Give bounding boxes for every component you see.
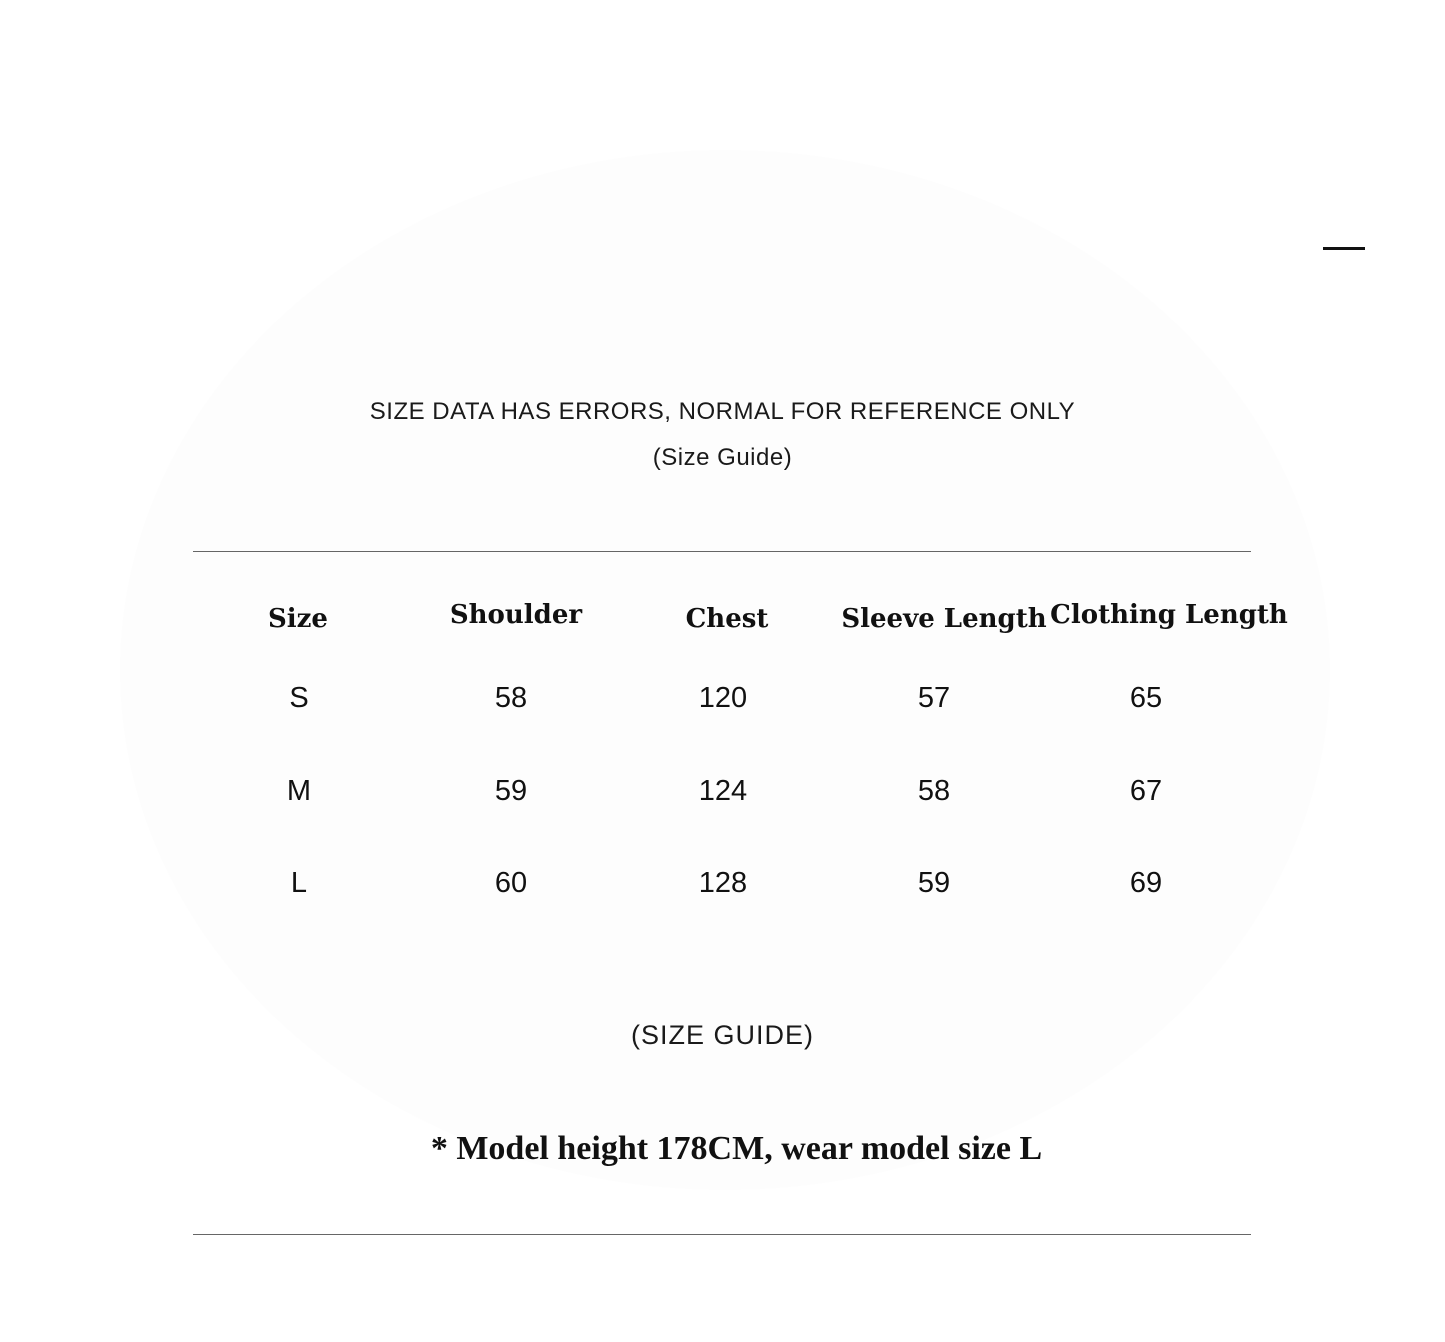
header-shoulder: Shoulder: [449, 600, 583, 630]
minimize-dash-icon: [1323, 247, 1365, 250]
table-cell: M: [286, 775, 312, 807]
table-cell: 67: [1129, 775, 1163, 807]
table-cell: 60: [494, 867, 528, 899]
bottom-divider: [193, 1234, 1251, 1235]
table-cell: 59: [917, 867, 951, 899]
table-cell: 120: [698, 682, 748, 714]
table-cell: 57: [917, 682, 951, 714]
table-cell: L: [290, 867, 308, 899]
header-size: Size: [268, 604, 328, 634]
header-chest: Chest: [685, 604, 769, 634]
size-disclaimer: SIZE DATA HAS ERRORS, NORMAL FOR REFERENCE ONLY: [369, 398, 1076, 425]
header-clothing-length: Clothing Length: [1050, 600, 1288, 630]
table-cell: 65: [1129, 682, 1163, 714]
size-guide-caption: (SIZE GUIDE): [630, 1020, 814, 1050]
table-cell: 128: [698, 867, 748, 899]
table-cell: 59: [494, 775, 528, 807]
model-note: * Model height 178CM, wear model size L: [430, 1130, 1043, 1167]
table-cell: 58: [917, 775, 951, 807]
table-cell: S: [289, 682, 309, 714]
size-guide-subtitle: (Size Guide): [652, 444, 793, 471]
table-cell: 69: [1129, 867, 1163, 899]
table-cell: 58: [494, 682, 528, 714]
top-divider: [193, 551, 1251, 552]
header-sleeve-length: Sleeve Length: [841, 604, 1047, 634]
table-cell: 124: [698, 775, 748, 807]
